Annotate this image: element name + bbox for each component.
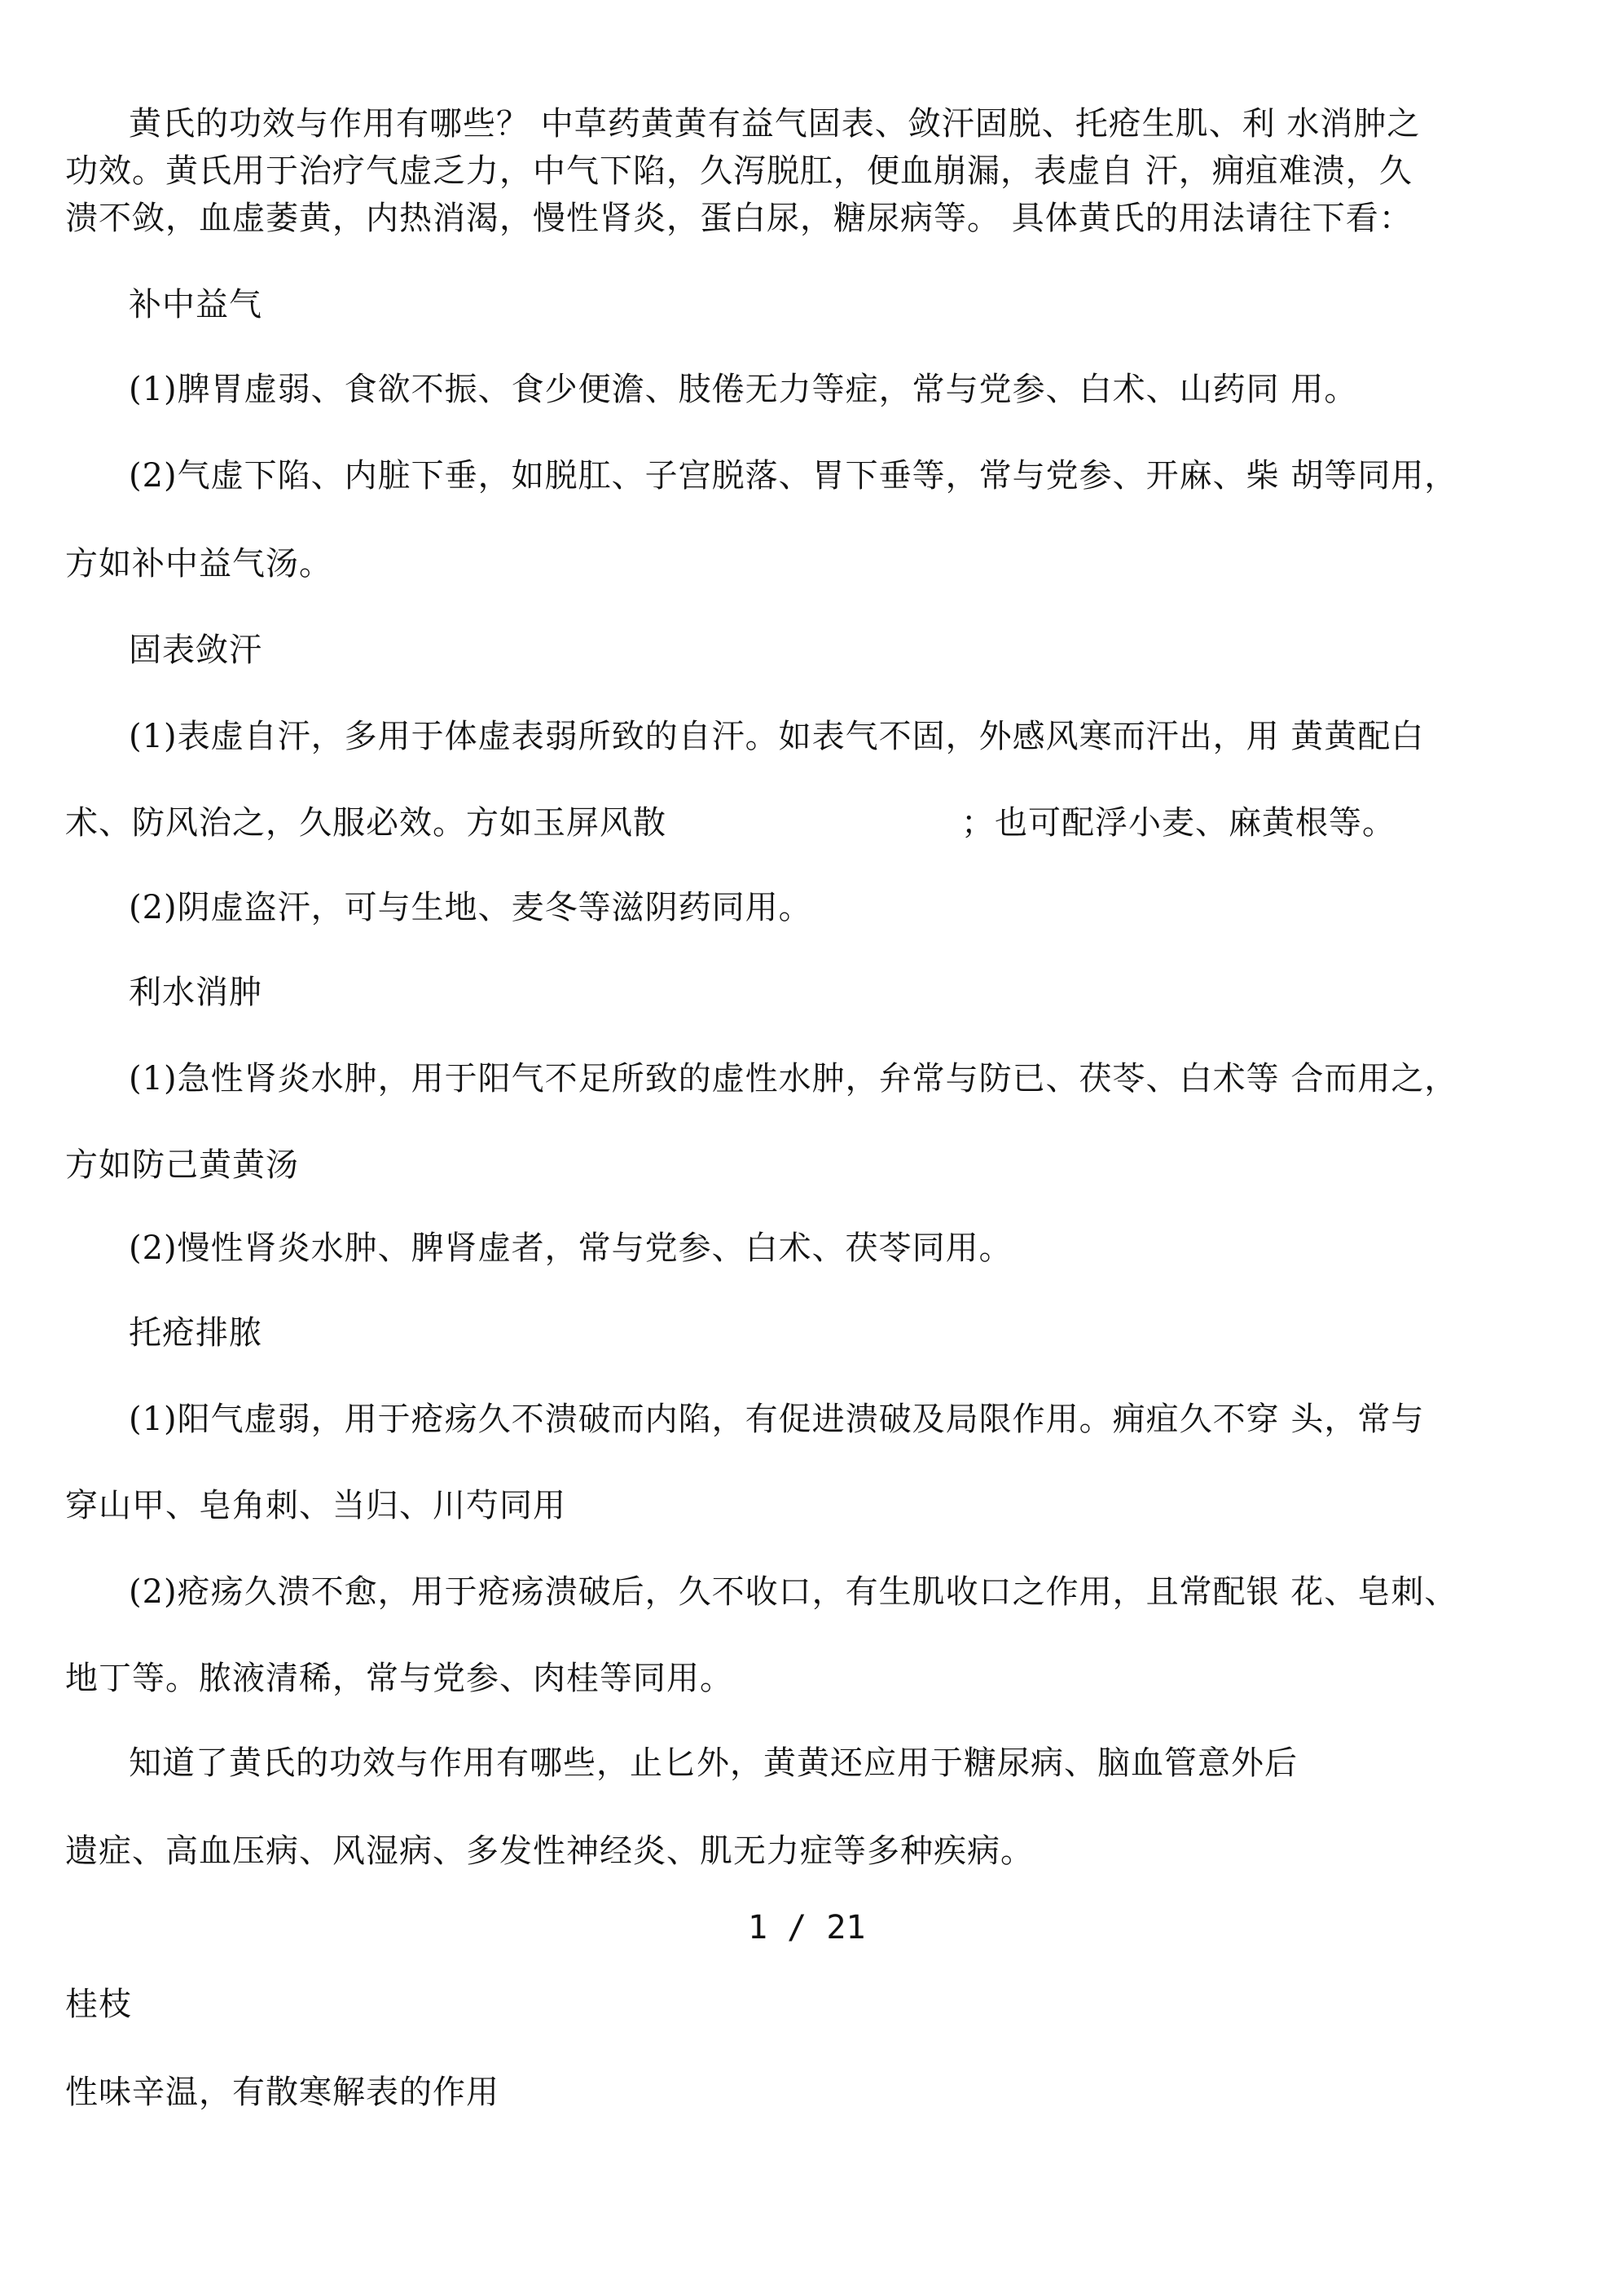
- section-heading-1: 补中益气: [129, 286, 262, 323]
- intro-line-1: 黄氏的功效与作用有哪些？ 中草药黄黄有益气固表、敛汗固脱、托疮生肌、利 水消肿之: [129, 105, 1421, 143]
- section-heading-3: 利水消肿: [129, 974, 262, 1011]
- next-section-heading: 桂枝: [65, 1986, 132, 2023]
- next-section-text: 性味辛温，有散寒解表的作用: [65, 2074, 499, 2111]
- section-3-item-2: (2)慢性肾炎水肿、脾肾虚者，常与党参、白术、茯苓同用。: [129, 1229, 1013, 1267]
- intro-line-3: 溃不敛，血虚萎黄，内热消渴，慢性肾炎，蛋白尿，糖尿病等。 具体黄氏的用法请往下看：: [65, 200, 1413, 237]
- section-2-item-1-line-2a: 术、防风治之，久服必效。方如玉屏风散: [65, 804, 666, 842]
- section-2-item-2: (2)阴虚盗汗，可与生地、麦冬等滋阴药同用。: [129, 889, 812, 926]
- section-1-item-2-line-1: (2)气虚下陷、内脏下垂，如脱肛、子宫脱落、胃下垂等，常与党参、开麻、柴 胡等同用，: [129, 457, 1458, 495]
- section-1-item-1: (1)脾胃虚弱、食欲不振、食少便澹、肢倦无力等症，常与党参、白术、山药同 用。: [129, 371, 1358, 408]
- conclusion-line-1: 知道了黄氏的功效与作用有哪些，止匕外，黄黄还应用于糖尿病、脑血管意外后: [129, 1744, 1298, 1782]
- intro-line-2: 功效。黄氏用于治疗气虚乏力，中气下陷，久泻脱肛，便血崩漏，表虚自 汗，痈疽难溃，久: [65, 152, 1413, 190]
- page-number: 1 / 21: [748, 1909, 866, 1946]
- section-4-item-2-line-2: 地丁等。脓液清稀，常与党参、肉桂等同用。: [65, 1660, 733, 1697]
- section-2-item-1-line-2b: ；也可配浮小麦、麻黄根等。: [961, 804, 1396, 842]
- section-2-item-1-line-1: (1)表虚自汗，多用于体虚表弱所致的自汗。如表气不固，外感风寒而汗出，用 黄黄配白: [129, 718, 1425, 755]
- section-4-item-1-line-1: (1)阳气虚弱，用于疮疡久不溃破而内陷，有促进溃破及局限作用。痈疽久不穿 头，常与: [129, 1401, 1425, 1438]
- section-4-item-2-line-1: (2)疮疡久溃不愈，用于疮疡溃破后，久不收口，有生肌收口之作用，且常配银 花、皂刺、: [129, 1573, 1458, 1611]
- section-4-item-1-line-2: 穿山甲、皂角刺、当归、川芍同用: [65, 1487, 566, 1524]
- section-3-item-1-line-1: (1)急性肾炎水肿，用于阳气不足所致的虚性水肿，弁常与防已、茯苓、白术等 合而用之，: [129, 1060, 1458, 1097]
- section-1-item-2-line-2: 方如补中益气汤。: [65, 545, 332, 583]
- section-heading-4: 托疮排脓: [129, 1314, 262, 1352]
- section-3-item-1-line-2: 方如防己黄黄汤: [65, 1146, 299, 1184]
- conclusion-line-2: 遗症、高血压病、风湿病、多发性神经炎、肌无力症等多种疾病。: [65, 1832, 1034, 1870]
- section-heading-2: 固表敛汗: [129, 631, 262, 669]
